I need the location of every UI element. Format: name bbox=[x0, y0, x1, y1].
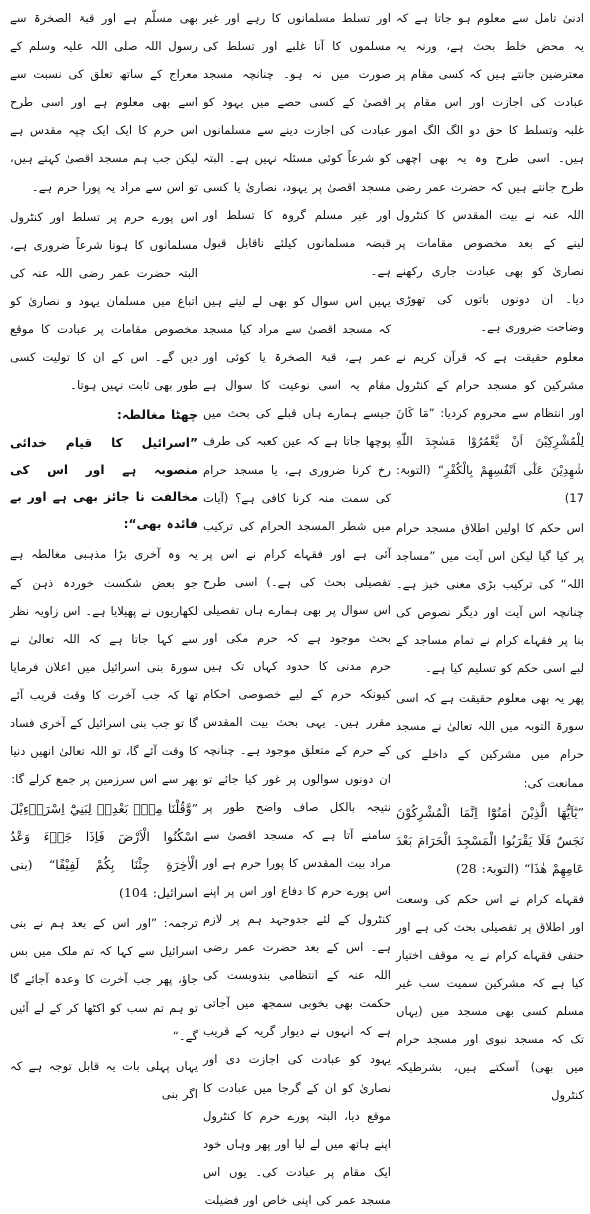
paragraph: معلوم حقیقت ہے کہ قرآن کریم نے مشرکین کو مسجد حرام کے کنٹرول اور انتظام سے محروم کردیا: ”مَا كَانَ لِلْمُشْرِكِيْنَ اَنْ يَّعْمُرُوْا مَسٰجِدَ اللّٰهِ شٰهِدِيْنَ عَلٰٓى اَنْفُسِهِمْ بِالْكُفْرِ“ (التوبۃ: 17) bbox=[396, 350, 584, 505]
paragraph: اور تسلط مسلمانوں کا رہے اور غیر مسلموں کا آنا غلبے اور تسلط کی صورت میں نہ ہو۔ چنانچہ مسجد اقصیٰ کے کسی حصے میں یہود کو عبادت کی اجازت دینے سے مسلمانوں کو شرعاً کوئی مسئلہ نہیں ہے۔ البتہ مسجد اقصیٰ پر یہود، نصاریٰ یا کسی اور غیر مسلم گروہ کا تسلط اور قبضہ مسلمانوں کیلئے ناقابل قبول ہے۔ bbox=[203, 11, 391, 278]
text-column-left bbox=[10, 4, 198, 1101]
paragraph: فقہاے کرام نے اس حکم کی وسعت اور اطلاق پر تفصیلی بحث کی ہے اور حنفی فقہاے کرام نے یہ موقف اختیار کیا ہے کہ مشرکین سمیت سب غیر مسلم کسی بھی مسجد میں (یہاں تک کہ مسجد نبوی اور مسجد حرام میں بھی) آسکتے ہیں، بشرطیکہ کنٹرول bbox=[396, 891, 584, 1103]
paragraph: ترجمہ: ”اور اس کے بعد ہم نے بنی اسرائیل سے کہا کہ تم ملک میں بس جاؤ، پھر جب آخرت کا وعدہ آجائے گا تو ہم تم سب کو اکٹھا کر کے لے آئیں گے۔“ bbox=[10, 916, 198, 1043]
quran-verse: ”يٰٓاَيُّهَا الَّذِيْنَ اٰمَنُوْٓا اِنَّمَا الْمُشْرِكُوْنَ نَجَسٌ فَلَا يَقْرَبُوا الْمَسْجِدَ الْحَرَامَ بَعْدَ عَامِهِمْ هٰذَا“ (التوبۃ: 28) bbox=[396, 804, 584, 876]
paragraph: اس پورے حرم پر تسلط اور کنٹرول مسلمانوں کا ہونا شرعاً ضروری ہے، البتہ حضرت عمر رضی اللہ عنہ کی اتباع میں مسلمان یہود و نصاریٰ کو مخصوص مقامات پر عبادت کا موقع دیں گے۔ اس کے ان کا تولیت کسی طور بھی ثابت نہیں ہوتا۔ bbox=[10, 209, 198, 393]
paragraph: ادنیٰ تامل سے معلوم ہو جاتا ہے کہ یہ محض خلط بحث ہے، ورنہ یہ معترضین جانتے ہیں کہ کسی مقام پر عبادت کی اجازت اور اس مقام پر غلبہ وتسلط کا حق دو الگ الگ امور ہیں۔ اسی طرح وہ یہ بھی اچھی طرح جانتے ہیں کہ حضرت عمر رضی اللہ عنہ نے بیت المقدس کا کنٹرول لینے کے بعد مخصوص مقامات پر نصاریٰ کو بھی عبادت جاری رکھنے دیا۔ ان دونوں باتوں کی تھوڑی وضاحت ضروری ہے۔ bbox=[396, 11, 584, 335]
paragraph: یہیں اس سوال کو بھی لے لیتے ہیں کہ مسجد اقصیٰ سے مراد کیا مسجد عمر ہے، قبۃ الصخرۃ یا کوئی اور مقام یہ اسی نوعیت کا سوال ہے جیسے ہمارے ہاں قبلے کی بحث میں پوچھا جاتا ہے کہ عین کعبہ کی طرف رخ کرنا ضروری ہے، یا مسجد حرام کی سمت منہ کرنا کافی ہے؟ (آیات میں شطر المسجد الحرام کی ترکیب آئی ہے اور فقہاے کرام نے اس پر تفصیلی بحث کی ہے۔) اسی طرح اس سوال پر بھی ہمارے ہاں تفصیلی بحث موجود ہے کہ حرم مکی اور حرم مدنی کا حدود کہاں تک ہیں کیونکہ حرم کے لیے خصوصی احکام مقرر ہیں۔ یہی بحث بیت المقدس کے حرم کے متعلق موجود ہے۔ چنانچہ ان دونوں سوالوں پر غور کیا جائے تو نتیجہ بالکل صاف واضح طور پر سامنے آتا ہے کہ مسجد اقصیٰ سے مراد بیت المقدس کا پورا حرم ہے اور اس پورے حرم کا دفاع اور اس پر اپنے کنٹرول کے لئے جدوجہد ہم پر لازم ہے۔ اس کے بعد حضرت عمر رضی اللہ عنہ کے انتظامی بندوبست کی حکمت بھی بخوبی سمجھ میں آجاتی ہے کہ انہوں نے دیوار گریہ کے قریب یہود کو عبادت کی اجازت دی اور نصاریٰ کو ان کے گرجا میں عبادت کا موقع دیا، البتہ پورے حرم کا کنٹرول اپنے ہاتھ میں لے لیا اور پھر وہاں خود ایک مقام پر عبادت کی۔ یوں اس مسجد عمر کی اپنی خاص اور فضیلت bbox=[203, 293, 391, 1207]
paragraph: یہاں پہلی بات یہ قابل توجہ ہے کہ اگر بنی bbox=[10, 1058, 198, 1101]
paragraph: یہ وہ آخری بڑا مذہبی مغالطہ ہے جو بعض شکست خوردہ ذہن کے لکھاریوں نے پھیلایا ہے۔ اس زاویہ نظر سے کہا جاتا ہے کہ اللہ تعالیٰ نے سورۃ بنی اسرائیل میں اعلان فرمایا تھا کہ جب آخرت کا وقت قریب آئے گا تو جب بنی اسرائیل کے آخری فساد کا وقت آئے گا، تو اللہ تعالیٰ انھیں دنیا بھر سے اس سرزمین پر جمع کرلے گا: bbox=[10, 547, 198, 787]
section-heading: چھٹا مغالطہ: bbox=[116, 407, 198, 423]
text-column-right bbox=[396, 4, 584, 1103]
paragraph: اس حکم کا اولین اطلاق مسجد حرام پر کیا گیا لیکن اس آیت میں ”مساجد اللہ“ کی ترکیب بڑی معنی خیز ہے۔ چنانچہ اس آیت اور دیگر نصوص کی بنا پر فقہاے کرام نے تمام مساجد کے لیے اسی حکم کو تسلیم کیا ہے۔ bbox=[396, 520, 584, 676]
text-column-middle bbox=[203, 4, 391, 1207]
paragraph: بھی مسلّم ہے اور قبۃ الصخرۃ سے رسول اللہ صلی اللہ علیہ وسلم کے معراج کے ساتھ تعلق کی نسبت سے اسے بھی معلوم ہے اور اسی طرح اس حرم کا ایک ایک چپہ مقدس ہے لیکن جب ہم مسجد اقصیٰ کہتے ہیں، تو اس سے مراد یہ پورا حرم ہے۔ bbox=[10, 11, 198, 194]
quran-verse: ”وَّقُلْنَا مِنْۢ بَعْدِهٖ لِبَنِيْٓ اِسْرَاۗءِيْلَ اسْكُنُوا الْاَرْضَ فَاِذَا جَاۗءَ وَعْدُ الْاٰخِرَةِ جِئْنَا بِكُمْ لَفِيْفًا“ (بنی اسرائیل: 104) bbox=[10, 801, 198, 901]
paragraph: پھر یہ بھی معلوم حقیقت ہے کہ اسی سورۃ التوبہ میں اللہ تعالیٰ نے مسجد حرام میں مشرکین کے داخلے کی ممانعت کی: bbox=[396, 691, 584, 790]
pull-quote: ”اسرائیل کا قیام خدائی منصوبہ ہے اور اس کی مخالفت نا جائز بھی ہے اور بے فائدہ بھی“: bbox=[10, 436, 198, 532]
